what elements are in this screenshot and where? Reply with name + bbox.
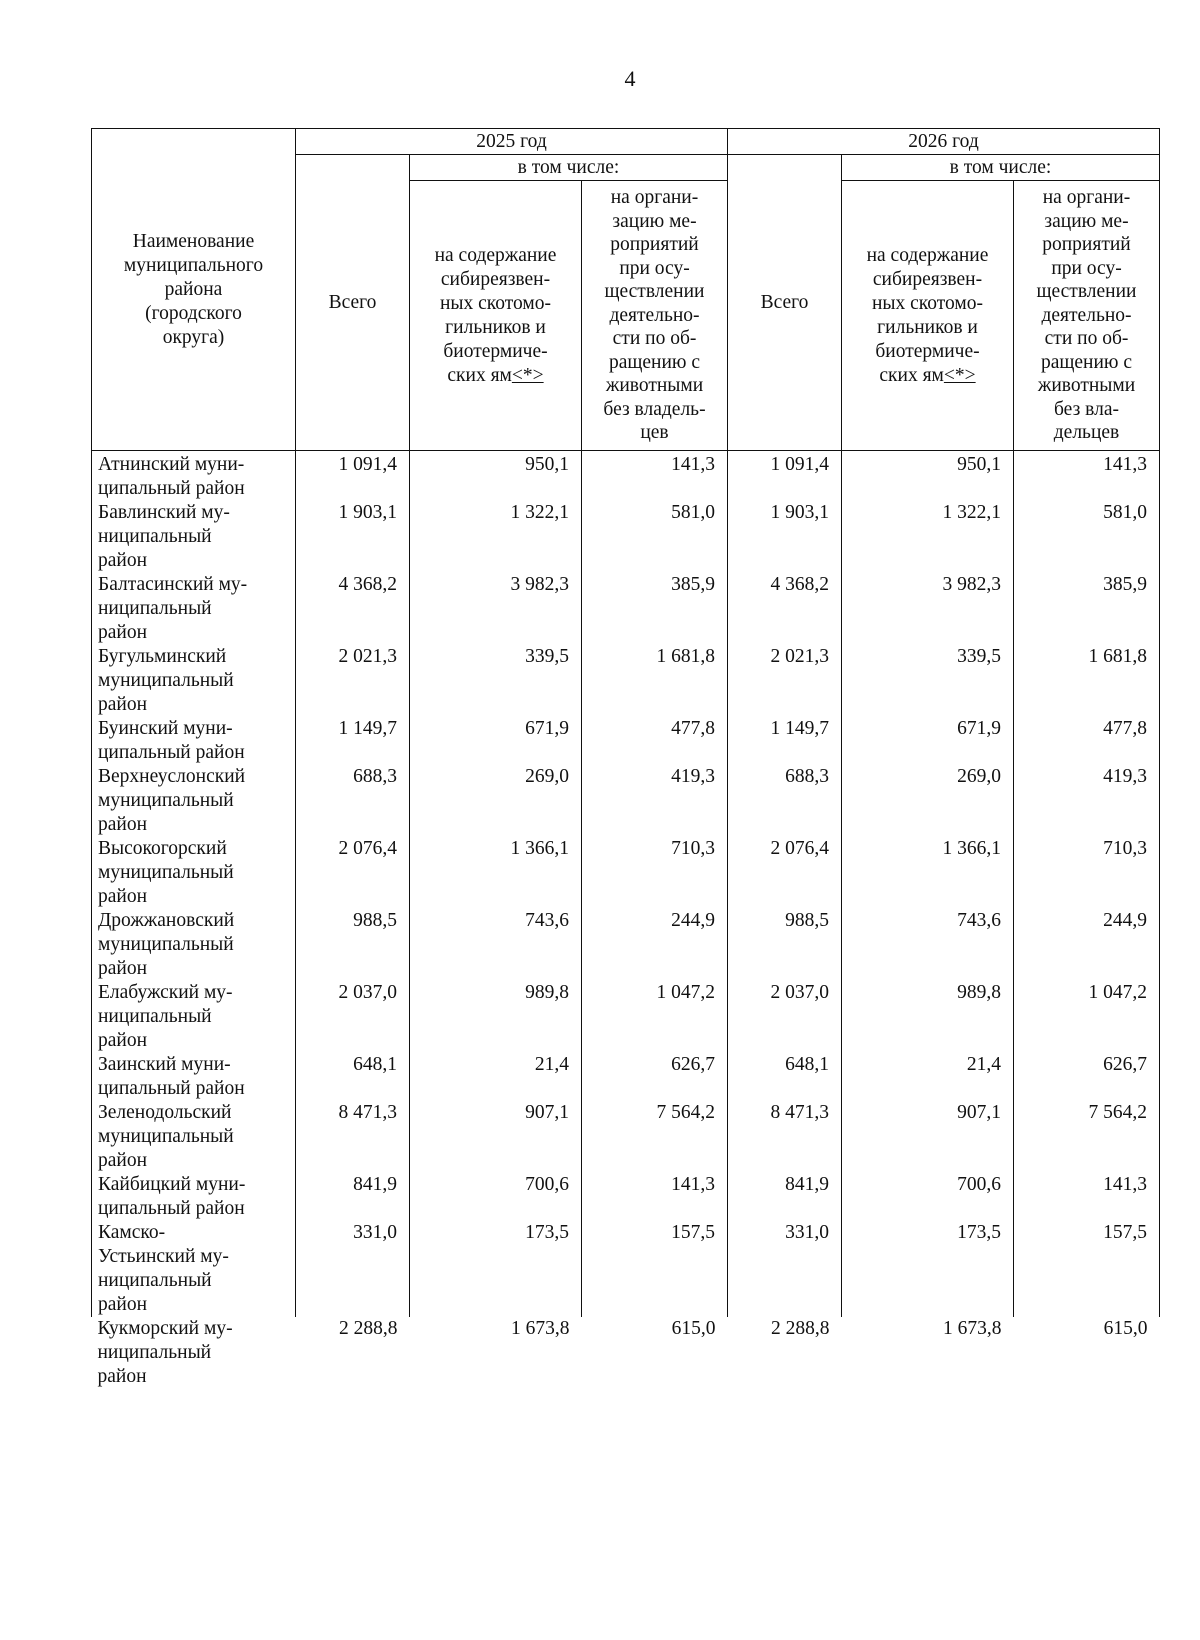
value-cell: 477,8 bbox=[1014, 717, 1160, 765]
value-cell: 989,8 bbox=[410, 981, 582, 1053]
value-cell: 21,4 bbox=[410, 1053, 582, 1101]
value-cell: 2 037,0 bbox=[296, 981, 410, 1053]
value-cell: 688,3 bbox=[296, 765, 410, 837]
value-cell: 988,5 bbox=[728, 909, 842, 981]
value-cell: 7 564,2 bbox=[1014, 1101, 1160, 1173]
value-cell: 1 322,1 bbox=[410, 501, 582, 573]
municipality-name: Заинский муни- ципальный район bbox=[92, 1053, 296, 1101]
municipality-name: Кайбицкий муни- ципальный район bbox=[92, 1173, 296, 1221]
value-cell: 743,6 bbox=[410, 909, 582, 981]
value-cell: 141,3 bbox=[1014, 451, 1160, 502]
value-cell: 2 021,3 bbox=[296, 645, 410, 717]
value-cell: 700,6 bbox=[410, 1173, 582, 1221]
value-cell: 688,3 bbox=[728, 765, 842, 837]
value-cell: 988,5 bbox=[296, 909, 410, 981]
table-row bbox=[92, 645, 1160, 717]
value-cell: 1 673,8 bbox=[511, 1318, 570, 1339]
municipality-name: Бугульминский муниципальный район bbox=[92, 645, 296, 717]
value-cell: 907,1 bbox=[842, 1101, 1014, 1173]
value-cell: 331,0 bbox=[296, 1221, 410, 1317]
value-cell: 671,9 bbox=[842, 717, 1014, 765]
value-cell: 8 471,3 bbox=[728, 1101, 842, 1173]
value-cell: 157,5 bbox=[582, 1221, 728, 1317]
table-row bbox=[92, 1173, 1160, 1221]
value-cell: 700,6 bbox=[842, 1173, 1014, 1221]
value-cell: 1 903,1 bbox=[728, 501, 842, 573]
value-cell: 7 564,2 bbox=[582, 1101, 728, 1173]
header-including-2026: в том числе: bbox=[842, 155, 1160, 181]
value-cell: 950,1 bbox=[410, 451, 582, 502]
value-cell: 2 288,8 bbox=[771, 1318, 830, 1339]
value-cell: 339,5 bbox=[410, 645, 582, 717]
footnote-link[interactable]: <*> bbox=[943, 364, 976, 386]
value-cell: 2 021,3 bbox=[728, 645, 842, 717]
value-cell: 907,1 bbox=[410, 1101, 582, 1173]
value-cell: 157,5 bbox=[1014, 1221, 1160, 1317]
value-cell: 581,0 bbox=[582, 501, 728, 573]
table-header bbox=[92, 129, 1160, 451]
municipality-name: Буинский муни- ципальный район bbox=[92, 717, 296, 765]
table-row bbox=[92, 837, 1160, 909]
municipality-name: Камско- Устьинский му- ниципальный район bbox=[92, 1221, 296, 1317]
value-cell: 1 903,1 bbox=[296, 501, 410, 573]
value-cell: 1 091,4 bbox=[728, 451, 842, 502]
value-cell: 2 288,8 bbox=[339, 1318, 398, 1339]
value-cell: 1 673,8 bbox=[943, 1318, 1002, 1339]
municipality-name: Бавлинский му- ниципальный район bbox=[92, 501, 296, 573]
table-row bbox=[92, 451, 1160, 502]
value-cell: 710,3 bbox=[1014, 837, 1160, 909]
value-cell: 2 076,4 bbox=[728, 837, 842, 909]
header-year-2025: 2025 год bbox=[296, 129, 728, 155]
value-cell: 1 149,7 bbox=[728, 717, 842, 765]
value-cell: 244,9 bbox=[582, 909, 728, 981]
value-cell: 269,0 bbox=[410, 765, 582, 837]
header-municipality: Наименование муниципального района (городского округа) bbox=[92, 129, 296, 451]
header-total-2025: Всего bbox=[296, 155, 410, 451]
table-row bbox=[92, 1053, 1160, 1101]
municipality-name: Верхнеуслонский муниципальный район bbox=[92, 765, 296, 837]
header-maintenance-2025: на содержание сибиреязвен- ных скотомо- гильников и биотермиче- ских ям<*> bbox=[410, 181, 582, 451]
value-cell: 141,3 bbox=[1014, 1173, 1160, 1221]
value-cell: 385,9 bbox=[1014, 573, 1160, 645]
value-cell: 173,5 bbox=[410, 1221, 582, 1317]
value-cell: 269,0 bbox=[842, 765, 1014, 837]
municipality-name: Кукморский му- ниципальный район bbox=[97, 1318, 233, 1387]
value-cell: 1 366,1 bbox=[842, 837, 1014, 909]
value-cell: 671,9 bbox=[410, 717, 582, 765]
header-total-2026: Всего bbox=[728, 155, 842, 451]
value-cell: 339,5 bbox=[842, 645, 1014, 717]
table-row bbox=[92, 1101, 1160, 1173]
value-cell: 1 681,8 bbox=[1014, 645, 1160, 717]
value-cell: 385,9 bbox=[582, 573, 728, 645]
table-row bbox=[92, 501, 1160, 573]
value-cell: 626,7 bbox=[582, 1053, 728, 1101]
value-cell: 141,3 bbox=[582, 1173, 728, 1221]
header-maintenance-2026: на содержание сибиреязвен- ных скотомо- гильников и биотермиче- ских ям<*> bbox=[842, 181, 1014, 451]
table-row bbox=[92, 1317, 1160, 1389]
value-cell: 3 982,3 bbox=[842, 573, 1014, 645]
table-body bbox=[92, 451, 1160, 1390]
value-cell: 648,1 bbox=[728, 1053, 842, 1101]
value-cell: 3 982,3 bbox=[410, 573, 582, 645]
table-row bbox=[92, 765, 1160, 837]
value-cell: 989,8 bbox=[842, 981, 1014, 1053]
value-cell: 626,7 bbox=[1014, 1053, 1160, 1101]
header-animals-2026: на органи- зацию ме- роприятий при осу- ществлении деятельно- сти по об- ращению с животными без вла- дельцев bbox=[1014, 181, 1160, 451]
table-row bbox=[92, 573, 1160, 645]
value-cell: 141,3 bbox=[582, 451, 728, 502]
value-cell: 8 471,3 bbox=[296, 1101, 410, 1173]
value-cell: 950,1 bbox=[842, 451, 1014, 502]
table-row bbox=[92, 909, 1160, 981]
value-cell: 615,0 bbox=[671, 1318, 716, 1339]
value-cell: 841,9 bbox=[728, 1173, 842, 1221]
footnote-link[interactable]: <*> bbox=[511, 364, 544, 386]
value-cell: 743,6 bbox=[842, 909, 1014, 981]
municipality-name: Балтасинский му- ниципальный район bbox=[92, 573, 296, 645]
municipality-name: Елабужский му- ниципальный район bbox=[92, 981, 296, 1053]
value-cell: 21,4 bbox=[842, 1053, 1014, 1101]
table-row bbox=[92, 981, 1160, 1053]
value-cell: 244,9 bbox=[1014, 909, 1160, 981]
value-cell: 419,3 bbox=[1014, 765, 1160, 837]
value-cell: 477,8 bbox=[582, 717, 728, 765]
value-cell: 1 366,1 bbox=[410, 837, 582, 909]
value-cell: 581,0 bbox=[1014, 501, 1160, 573]
value-cell: 1 149,7 bbox=[296, 717, 410, 765]
table-row bbox=[92, 717, 1160, 765]
value-cell: 331,0 bbox=[728, 1221, 842, 1317]
value-cell: 419,3 bbox=[582, 765, 728, 837]
value-cell: 173,5 bbox=[842, 1221, 1014, 1317]
municipality-name: Зеленодольский муниципальный район bbox=[92, 1101, 296, 1173]
municipality-name: Высокогорский муниципальный район bbox=[92, 837, 296, 909]
municipality-name: Атнинский муни- ципальный район bbox=[92, 451, 296, 502]
value-cell: 4 368,2 bbox=[728, 573, 842, 645]
value-cell: 1 091,4 bbox=[296, 451, 410, 502]
value-cell: 2 037,0 bbox=[728, 981, 842, 1053]
value-cell: 1 047,2 bbox=[582, 981, 728, 1053]
table-row bbox=[92, 1221, 1160, 1317]
value-cell: 1 322,1 bbox=[842, 501, 1014, 573]
header-animals-2025: на органи- зацию ме- роприятий при осу- ществлении деятельно- сти по об- ращению с животными без владель- цев bbox=[582, 181, 728, 451]
value-cell: 615,0 bbox=[1103, 1318, 1148, 1339]
value-cell: 710,3 bbox=[582, 837, 728, 909]
header-year-2026: 2026 год bbox=[728, 129, 1160, 155]
value-cell: 841,9 bbox=[296, 1173, 410, 1221]
value-cell: 648,1 bbox=[296, 1053, 410, 1101]
value-cell: 4 368,2 bbox=[296, 573, 410, 645]
header-including-2025: в том числе: bbox=[410, 155, 728, 181]
value-cell: 2 076,4 bbox=[296, 837, 410, 909]
municipality-name: Дрожжановский муниципальный район bbox=[92, 909, 296, 981]
value-cell: 1 681,8 bbox=[582, 645, 728, 717]
budget-table bbox=[91, 128, 1160, 1389]
page-number: 4 bbox=[624, 66, 636, 91]
value-cell: 1 047,2 bbox=[1014, 981, 1160, 1053]
